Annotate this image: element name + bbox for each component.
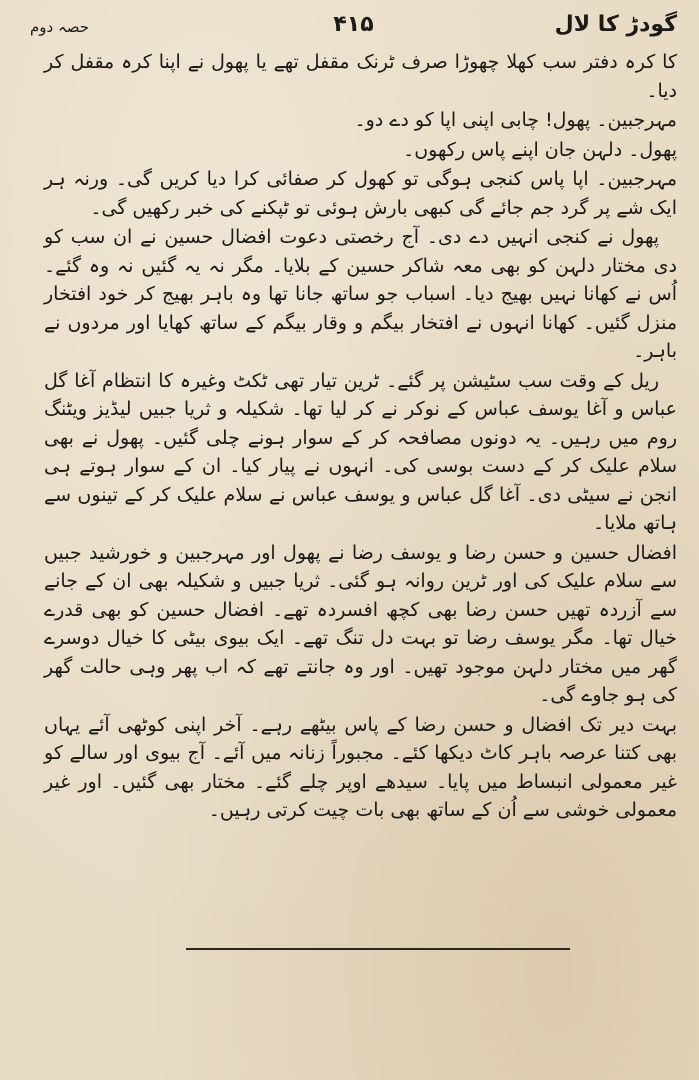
page-number: ۴۱۵	[333, 12, 374, 37]
paragraph: کا کرہ دفتر سب کھلا چھوڑا صرف ٹرنک مقفل تھے یا پھول نے اپنا کرہ مقفل کر دیا۔	[44, 51, 677, 102]
book-title: گودڑ کا لال	[554, 12, 677, 37]
paragraph: بہت دیر تک افضال و حسن رضا کے پاس بیٹھے رہے۔ آخر اپنی کوٹھی آئے یہاں بھی کتنا عرصہ باہر کاٹ دیکھا کئے۔ مجبوراً زنانہ میں آئے۔ آج بیوی اور سالے کو غیر معمولی انبساط میں پایا۔ سیدھے اوپر چلے گئے۔ مختار بھی گئیں۔ اور غیر معمولی خوشی سے اُن کے ساتھ بھی بات چیت کرتی رہیں۔	[44, 713, 677, 821]
section-label: حصہ دوم	[30, 18, 90, 36]
paragraph: مہرجبین۔ اپا پاس کنجی ہوگی تو کھول کر صفائی کرا دیا کریں گی۔ ورنہ ہر ایک شے پر گرد جم جائے گی کبھی بارش ہوئی تو ٹپکنے کی خبر رکھیں گی۔	[44, 168, 677, 219]
page-body	[44, 48, 677, 826]
paragraph: پھول۔ دلہن جان اپنے پاس رکھوں۔	[403, 138, 677, 161]
paragraph: پھول نے کنجی انہیں دے دی۔ آج رخصتی دعوت افضال حسین نے ان سب کو دی مختار دلہن کو بھی معہ شاکر حسین کے بلایا۔ مگر نہ یہ گئیں نہ وہ گئے۔ اُس نے کھانا نہیں بھیج دیا۔ اسباب جو ساتھ جانا تھا وہ باہر بھیج کر خود افتخار منزل گئیں۔ کھانا انہوں نے افتخار بیگم و وقار بیگم کے ساتھ کھایا اور مردوں نے باہر۔	[44, 226, 677, 362]
closing-divider	[186, 948, 570, 950]
page-header	[30, 12, 677, 46]
paragraph: افضال حسین و حسن رضا و یوسف رضا نے پھول اور مہرجبین و خورشید جبیں سے سلام علیک کی اور ٹرین روانہ ہو گئی۔ ثریا جبیں و شکیلہ بھی ان کے جانے سے آزردہ تھیں حسن رضا بھی کچھ افسردہ تھے۔ افضال حسین کو بھی قدرے خیال تھا۔ مگر یوسف رضا تو بہت دل تنگ تھے۔ ایک بیوی بیٹی کا خیال دوسرے گھر میں مختار دلہن موجود تھیں۔ اور وہ جانتے تھے کہ اب پھر وہی حالت گھر کی ہو جاوے گی۔	[44, 541, 677, 706]
paragraph: ریل کے وقت سب سٹیشن پر گئے۔ ٹرین تیار تھی ٹکٹ وغیرہ کا انتظام آغا گل عباس و آغا یوسف عباس کے نوکر نے کر لیا تھا۔ شکیلہ و ثریا جبیں لیڈیز ویٹنگ روم میں رہیں۔ یہ دونوں مصافحہ کر کے سوار ہونے چلی گئیں۔ پھول نے بھی سلام علیک کر کے دست بوسی کی۔ انہوں نے پیار کیا۔ ان کے سوار ہوتے ہی انجن نے سیٹی دی۔ آغا گل عباس و یوسف عباس نے سلام علیک کر کے تینوں سے ہاتھ ملایا۔	[44, 369, 677, 534]
paragraph: مہرجبین۔ پھول! چابی اپنی اپا کو دے دو۔	[354, 109, 677, 131]
